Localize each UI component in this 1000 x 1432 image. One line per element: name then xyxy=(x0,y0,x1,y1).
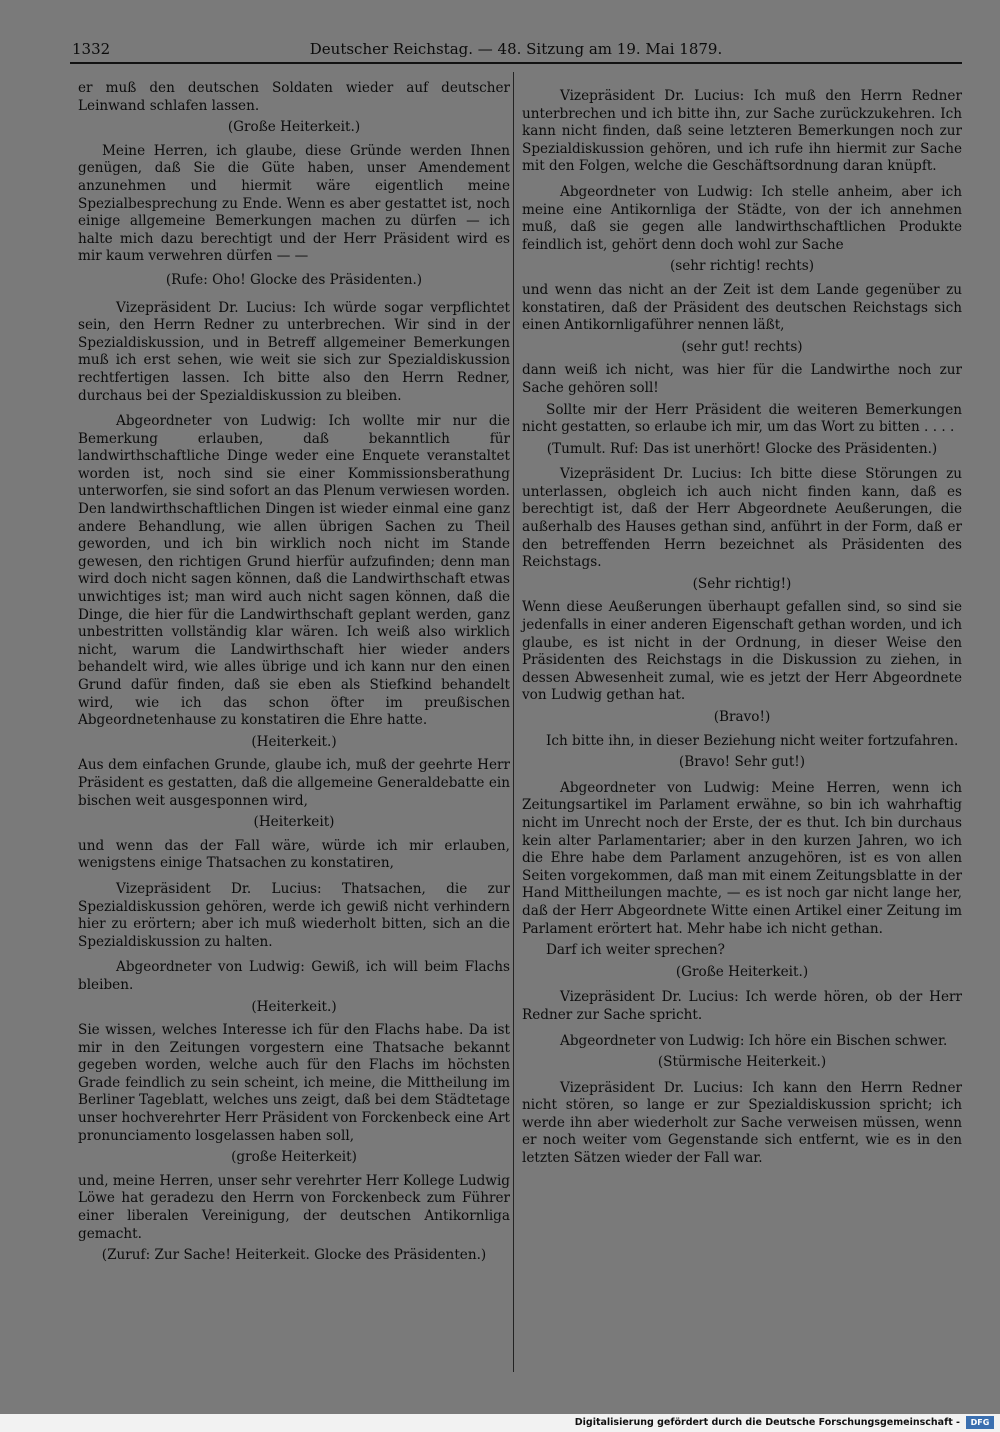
footer-credit: Digitalisierung gefördert durch die Deutsche Forschungsgemeinschaft - xyxy=(574,1417,960,1428)
speaker-name: Abgeordneter von Ludwig xyxy=(560,1032,740,1049)
speaker-name: Vizepräsident Dr. Lucius xyxy=(116,880,318,897)
speech-text: : Ich werde hören, ob der Herr Redner zur Sache spricht. xyxy=(522,989,962,1023)
header-rule xyxy=(70,62,962,64)
body-paragraph: Aus dem einfachen Grunde, glaube ich, muß der geehrte Herr Präsident es gestatten, daß die allgemeine Generaldebatte ein bischen weit ausgesponnen wird, xyxy=(78,757,510,809)
body-paragraph: und wenn das der Fall wäre, würde ich mir erlauben, wenigstens einige Thatsachen zu konstatiren, xyxy=(78,837,510,872)
speaker-name: Abgeordneter von Ludwig xyxy=(116,959,301,976)
stage-direction: (sehr gut! rechts) xyxy=(681,338,803,355)
speech-paragraph xyxy=(522,1033,962,1051)
speech-text: : Ich wollte mir nur die Bemerkung erlauben, daß bekanntlich für landwirthschaftliche Dinge weder eine Enquete veranstaltet worden ist, noch sind sie einer Kommissionsberathung unterworfen, sie sind sofort an das Plenum verwiesen worden. Den landwirthschaftlichen Dingen ist wieder einmal eine ganz andere Behandlung, wie allen übrigen Sachen zu Theil geworden, und ich bin wirklich noch nicht im Stande gewesen, den richtigen Grund hierfür aufzufinden; denn man wird doch nicht sagen können, daß die Landwirthschaft etwas unwichtiges ist; man wird auch nicht sagen können, daß die Dinge, die hier für die Landwirthschaft geplant werden, ganz unbestritten vollständig klar wären. Ich weiß also wirklich nicht, warum die Landwirthschaft hier wieder anders behandelt wird, wie alles übrige und ich kann nur den einen Grund dafür finden, daß sie eben als Stiefkind behandelt wird, wie ich das schon öfter im preußischen Abgeordnetenhause zu konstatiren die Ehre hatte. xyxy=(78,413,510,729)
stage-direction: (Sehr richtig!) xyxy=(692,575,792,592)
speech-text: : Ich stelle anheim, aber ich meine eine Antikornliga der Städte, von der ich annehmen muß, daß sie gegen alle landwirthschaftlichen Produkte feindlich ist, gehört denn doch wohl zur Sache xyxy=(522,183,962,253)
speech-paragraph xyxy=(522,989,962,1024)
speaker-name: Vizepräsident Dr. Lucius xyxy=(560,1079,739,1096)
speech-text: : Ich kann den Herrn Redner nicht stören, so lange er zur Spezialdiskussion spricht; ich werde ihn aber wiederholt zur Sache verweisen müssen, wenn er noch weiter vom Gegenstande sich entfernt, wie es in den letzten Sätzen wieder der Fall war. xyxy=(522,1079,962,1167)
body-paragraph: dann weiß ich nicht, was hier für die Landwirthe noch zur Sache gehören soll! xyxy=(522,362,962,396)
page-header xyxy=(70,36,962,62)
column-divider xyxy=(513,72,514,1372)
speech-paragraph xyxy=(522,1080,962,1168)
speech-text: : Ich würde sogar verpflichtet sein, den Herrn Redner zu unterbrechen. Wir sind in der Spezialdiskussion, und in Betreff allgemeiner Bemerkungen muß ich erst sehen, wie weit sie sich zur Spezialdiskussion rechtfertigen lassen. Ich bitte also den Herrn Redner, durchaus bei der Spezialdiskussion zu bleiben. xyxy=(78,299,510,404)
body-paragraph: Darf ich weiter sprechen? xyxy=(546,942,725,959)
stage-direction: (Stürmische Heiterkeit.) xyxy=(657,1054,827,1071)
body-paragraph: er muß den deutschen Soldaten wieder auf deutscher Leinwand schlafen lassen. xyxy=(78,80,510,114)
body-paragraph: Meine Herren, ich glaube, diese Gründe werden Ihnen genügen, daß Sie die Güte haben, unser Amendement anzunehmen und hiermit wäre eigentlich meine Spezialbesprechung zu Ende. Wenn es aber gestattet ist, noch einige allgemeine Bemerkungen machen zu dürfen — ich halte mich dazu berechtigt und der Herr Präsident wird es mir kaum verwehren dürfen — — xyxy=(78,142,510,265)
stage-direction: (Zuruf: Zur Sache! Heiterkeit. Glocke des Präsidenten.) xyxy=(101,1247,487,1264)
speaker-name: Abgeordneter von Ludwig xyxy=(116,413,312,430)
left-column xyxy=(78,80,510,1271)
stage-direction: (Tumult. Ruf: Das ist unerhört! Glocke des Präsidenten.) xyxy=(546,440,938,457)
page-number: 1332 xyxy=(72,40,111,58)
body-paragraph: und wenn das nicht an der Zeit ist dem Lande gegenüber zu konstatiren, daß der Präsident des deutschen Reichstags sich einen Antikornligaführer nennen läßt, xyxy=(522,281,962,334)
speaker-name: Abgeordneter von Ludwig xyxy=(560,183,749,200)
speech-text: : Ich muß den Herrn Redner unterbrechen und ich bitte ihn, zur Sache zurückzukehren. Ich kann nicht finden, daß seine letzteren Bemerkungen noch zur Spezialdiskussion gehören, und ich rufe ihn hiermit zur Sache mit den Folgen, welche die Geschäftsordnung daran knüpft. xyxy=(522,88,962,175)
speech-text: : Ich bitte diese Störungen zu unterlassen, obgleich ich auch nicht finden kann, daß es berechtigt ist, daß der Herr Abgeordnete Aeußerungen, die außerhalb des Hauses gethan sind, anführt in der Form, daß er den betreffenden Herrn bezeichnet als Präsidenten des Reichstags. xyxy=(522,466,962,571)
speech-paragraph xyxy=(78,413,510,730)
footer-bar xyxy=(0,1414,1000,1432)
body-paragraph: Wenn diese Aeußerungen überhaupt gefallen sind, so sind sie jedenfalls in einer anderen Eigenschaft gethan worden, und ich glaube, es ist nicht in der Ordnung, in dieser Weise den Präsidenten des Reichstags in die Diskussion zu ziehen, in dessen Abwesenheit zumal, wie es jetzt der Herr Abgeordnete von Ludwig gethan hat. xyxy=(522,599,962,704)
speech-text: : Ich höre ein Bischen schwer. xyxy=(739,1032,948,1049)
speech-text: : Thatsachen, die zur Spezialdiskussion gehören, werde ich gewiß nicht verhindern hier zu erörtern; aber ich muß wiederholt bitten, sich an die Spezialdiskussion zu halten. xyxy=(78,880,510,950)
speech-text: : Meine Herren, wenn ich Zeitungsartikel im Parlament erwähne, so bin ich wahrhaftig nicht im Unrecht noch der Erste, der es thut. Ich bin durchaus kein alter Parlamentarier; aber in den kurzen Jahren, wo ich die Ehre habe dem Parlament anzugehören, ist es von allen Seiten vorgekommen, daß man mit einem Zeitungsblatte in der Hand Mittheilungen machte, — es ist noch gar nicht lange her, daß der Herr Abgeordnete Witte einen Artikel einer Zeitung im Parlament erörtert hat. Mehr habe ich nicht gethan. xyxy=(522,779,962,937)
stage-direction: (Heiterkeit) xyxy=(253,814,335,831)
speech-paragraph xyxy=(78,300,510,406)
body-paragraph: Sollte mir der Herr Präsident die weiteren Bemerkungen nicht gestatten, so erlaube ich mir, um das Wort zu bitten . . . . xyxy=(522,401,962,436)
stage-direction: (große Heiterkeit) xyxy=(231,1149,357,1166)
speech-paragraph xyxy=(522,184,962,254)
stage-direction: (Heiterkeit.) xyxy=(251,998,337,1015)
speech-paragraph xyxy=(78,881,510,951)
speech-paragraph xyxy=(522,88,962,176)
speaker-name: Vizepräsident Dr. Lucius xyxy=(560,88,740,104)
stage-direction: (Rufe: Oho! Glocke des Präsidenten.) xyxy=(165,271,423,288)
stage-direction: (Große Heiterkeit.) xyxy=(675,963,809,980)
right-column xyxy=(522,80,962,1172)
speaker-name: Abgeordneter von Ludwig xyxy=(560,779,755,796)
stage-direction: (sehr richtig! rechts) xyxy=(669,258,815,275)
stage-direction: (Bravo!) xyxy=(713,709,771,725)
speech-paragraph xyxy=(522,780,962,938)
speaker-name: Vizepräsident Dr. Lucius xyxy=(560,989,735,1006)
speaker-name: Vizepräsident Dr. Lucius xyxy=(116,299,292,316)
dfg-logo: DFG xyxy=(966,1416,994,1429)
speaker-name: Vizepräsident Dr. Lucius xyxy=(560,466,738,483)
speech-text: : Gewiß, ich will beim Flachs bleiben. xyxy=(78,959,510,993)
body-paragraph: und, meine Herren, unser sehr verehrter Herr Kollege Ludwig Löwe hat geradezu den Herrn von Forckenbeck zum Führer einer liberalen Vereinigung, der deutschen Antikornliga gemacht. xyxy=(78,1172,510,1242)
stage-direction: (Bravo! Sehr gut!) xyxy=(678,754,806,771)
header-title: Deutscher Reichstag. — 48. Sitzung am 19. Mai 1879. xyxy=(309,40,723,58)
body-paragraph: Sie wissen, welches Interesse ich für den Flachs habe. Da ist mir in den Zeitungen vorgestern eine Thatsache bekannt gegeben worden, welche auch für den Flachs im höchsten Grade feindlich zu sein scheint, ich meine, die Mittheilung im Berliner Tageblatt, welches uns zeigt, daß bei dem Städtetage unser hochverehrter Herr Präsident von Forckenbeck eine Art pronunciamento losgelassen haben soll, xyxy=(78,1022,510,1144)
speech-paragraph xyxy=(78,959,510,994)
speech-paragraph xyxy=(522,466,962,572)
stage-direction: (Große Heiterkeit.) xyxy=(227,119,361,136)
body-paragraph: Ich bitte ihn, in dieser Beziehung nicht weiter fortzufahren. xyxy=(546,732,959,749)
stage-direction: (Heiterkeit.) xyxy=(251,733,337,750)
